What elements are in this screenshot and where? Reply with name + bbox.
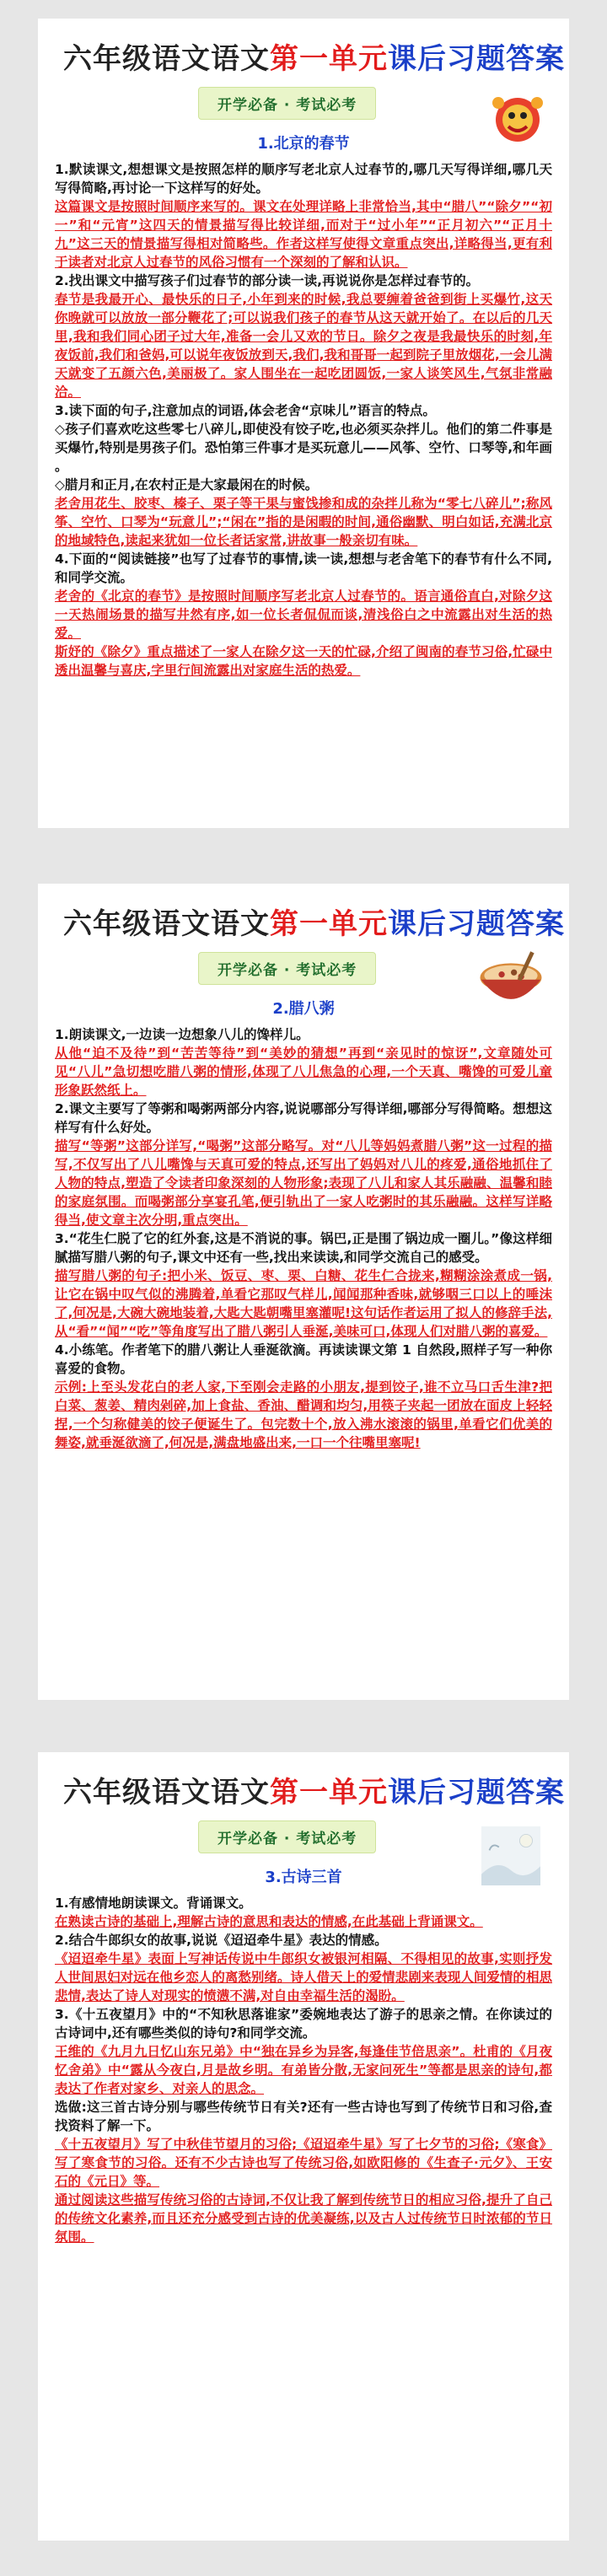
question-paragraph: 4.下面的“阅读链接”也写了过春节的事情,读一读,想想与老舍笔下的春节有什么不同,和同学交流。: [55, 551, 552, 585]
section-title: 3.古诗三首: [265, 1869, 342, 1886]
page-title: 六年级语文语文第一单元课后习题答案: [63, 42, 565, 76]
answer-paragraph: 通过阅读这些描写传统习俗的古诗词,不仅让我了解到传统节日的相应习俗,提升了自己的传统文化素养,而且还充分感受到古诗的优美凝练,以及古人过传统节日时浓郁的节日氛围。: [55, 2192, 552, 2245]
question-paragraph: 4.小练笔。作者笔下的腊八粥让人垂涎欲滴。再读读课文第 1 自然段,照样子写一种你喜爱的食物。: [55, 1342, 552, 1376]
question-paragraph: 3.“花生仁脱了它的红外套,这是不消说的事。锅巴,正是围了锅边成一圈儿。”像这样细腻描写腊八粥的句子,课文中还有一些,找出来读读,和同学交流自己的感受。: [55, 1231, 552, 1265]
answer-paragraph: 示例:上至头发花白的老人家,下至刚会走路的小朋友,提到饺子,谁不立马口舌生津?把白菜、葱姜、精肉剁碎,加上食盐、香油、醋调和均匀,用筷子夹起一团放在面皮上轻轻捏,一个匀称健美的饺子便诞生了。包完数十个,放入沸水滚滚的锅里,单看它们优美的舞姿,就垂涎欲滴了,何况是,满盘地盛出来,一口一个往嘴里塞呢!: [55, 1379, 552, 1450]
answer-paragraph: 描写“等粥”这部分详写,“喝粥”这部分略写。对“八儿等妈妈煮腊八粥”这一过程的描写,不仅写出了八儿嘴馋与天真可爱的特点,还写出了妈妈对八儿的疼爱,通俗地抓住了人物的特点,塑造了令读者印象深刻的人物形象;表现了八儿和家人其乐融融、温馨和睦的家庭氛围。而喝粥部分享宴孔笔,便引轨出了一家人吃粥时的其乐融融。这样写详略得当,使文章主次分明,重点突出。: [55, 1138, 552, 1228]
answer-paragraph: 在熟读古诗的基础上,理解古诗的意思和表达的情感,在此基础上背诵课文。: [55, 1914, 483, 1929]
question-paragraph: ◇孩子们喜欢吃这些零七八碎儿,即使没有饺子吃,也必须买杂拌儿。他们的第二件事是买爆竹,特别是男孩子们。恐怕第三件事才是买玩意儿——风筝、空竹、口琴等,和年画 。: [55, 422, 552, 474]
card-three-ancient-poems: [38, 1752, 569, 2541]
question-paragraph: 2.结合牛郎织女的故事,说说《迢迢牵牛星》表达的情感。: [55, 1933, 388, 1948]
slogan-badge: 开学必备 · 考试必考: [198, 87, 376, 120]
answer-paragraph: 斯妤的《除夕》重点描述了一家人在除夕这一天的忙碌,介绍了闽南的春节习俗,忙碌中透出温馨与喜庆,字里行间流露出对家庭生活的热爱。: [55, 644, 552, 678]
question-paragraph: 1.朗读课文,一边读一边想象八儿的馋样儿。: [55, 1027, 309, 1042]
section-title: 1.北京的春节: [257, 135, 350, 153]
question-paragraph: 2.找出课文中描写孩子们过春节的部分读一读,再说说你是怎样过春节的。: [55, 273, 480, 288]
section-title: 2.腊八粥: [272, 1000, 335, 1018]
page-title: 六年级语文语文第一单元课后习题答案: [63, 907, 565, 941]
lion-dance-icon: [486, 89, 549, 152]
answer-paragraph: 这篇课文是按照时间顺序来写的。课文在处理详略上非常恰当,其中“腊八”“除夕”“初一”和“元宵”这四天的情景描写得比较详细,而对于“过小年”“正月初六”“正月十九”这三天的情景描写得相对简略些。作者这样写使得文章重点突出,详略得当,更有利于读者对北京人过春节的风俗习惯有一个深刻的了解和认识。: [55, 199, 552, 270]
qa-content: [55, 1894, 552, 2246]
question-paragraph: ◇腊月和正月,在农村正是大家最闲在的时候。: [55, 477, 319, 492]
answer-paragraph: 《十五夜望月》写了中秋佳节望月的习俗;《迢迢牵牛星》写了七夕节的习俗;《寒食》写了寒食节的习俗。还有不少古诗也写了传统习俗,如欧阳修的《生查子·元夕》、王安石的《元日》等。: [55, 2137, 552, 2189]
card-laba-congee: [38, 884, 569, 1700]
answer-paragraph: 老舍用花生、胶枣、榛子、栗子等干果与蜜饯掺和成的杂拌儿称为“零七八碎儿”;称风筝、空竹、口琴为“玩意儿”;“闲在”指的是闲暇的时间,通俗幽默、明白如话,充满北京的地域特色,读起来犹如一位长者话家常,讲故事一般亲切有味。: [55, 496, 552, 548]
qa-content: [55, 160, 552, 680]
congee-bowl-icon: [473, 943, 549, 1019]
slogan-badge: 开学必备 · 考试必考: [198, 952, 376, 985]
page-title: 六年级语文语文第一单元课后习题答案: [63, 1776, 565, 1810]
night-scenery-icon: [465, 1826, 557, 1885]
question-paragraph: 3.《十五夜望月》中的“不知秋思落谁家”委婉地表达了游子的思亲之情。在你读过的古诗词中,还有哪些类似的诗句?和同学交流。: [55, 2007, 552, 2041]
qa-content: [55, 1025, 552, 1452]
answer-paragraph: 春节是我最开心、最快乐的日子,小年到来的时候,我总要缠着爸爸到街上买爆竹,这天你晚就可以放放一部分鞭花了;可以说我们孩子的春节从这天就开始了。在以后的几天里,我和我们同心团子过大年,准备一会儿又欢的节日。除夕之夜是我最快乐的时刻,年夜饭前,我们和爸妈,可以说年夜饭放到天,我们,我和哥哥一起到院子里放烟花,一会儿满天就变了五颜六色,美丽极了。家人围坐在一起吃团圆饭,一家人谈笑风生,气氛非常融洽。: [55, 292, 552, 400]
answer-paragraph: 老舍的《北京的春节》是按照时间顺序写老北京人过春节的。语言通俗直白,对除夕这一天热闹场景的描写井然有序,如一位长者侃侃而谈,清浅俗白之中流露出对生活的热爱。: [55, 589, 552, 641]
slogan-badge: 开学必备 · 考试必考: [198, 1820, 376, 1853]
question-paragraph: 3.读下面的句子,注意加点的词语,体会老舍“京味儿”语言的特点。: [55, 403, 436, 418]
answer-paragraph: 王维的《九月九日忆山东兄弟》中“独在异乡为异客,每逢佳节倍思亲”。杜甫的《月夜忆舍弟》中“露从今夜白,月是故乡明。有弟皆分散,无家问死生”等都是思亲的诗句,都表达了作者对家乡、对亲人的思念。: [55, 2044, 552, 2096]
answer-paragraph: 从他“迫不及待”到“苦苦等待”到“美妙的猜想”再到“亲见时的惊讶”,文章随处可见“八儿”急切想吃腊八粥的情形,体现了八儿焦急的心理,一个天真、嘴馋的可爱儿童形象跃然纸上。: [55, 1046, 552, 1098]
question-paragraph: 1.默读课文,想想课文是按照怎样的顺序写老北京人过春节的,哪几天写得详细,哪几天写得简略,再讨论一下这样写的好处。: [55, 162, 552, 196]
card-beijing-spring-festival: [38, 19, 569, 828]
answer-paragraph: 描写腊八粥的句子:把小米、饭豆、枣、栗、白糖、花生仁合拢来,糊糊涂涂煮成一锅,让它在锅中叹气似的沸腾着,单看它那叹气样儿,闻闻那种香味,就够咽三口以上的唾沫了,何况是,大碗大碗地装着,大匙大匙朝嘴里塞灌呢!这句话作者运用了拟人的修辞手法,从“看”“闻”“吃”等角度写出了腊八粥引人垂涎,美味可口,体现人们对腊八粥的喜爱。: [55, 1268, 552, 1339]
question-paragraph: 2.课文主要写了等粥和喝粥两部分内容,说说哪部分写得详细,哪部分写得简略。想想这样写有什么好处。: [55, 1101, 552, 1135]
answer-paragraph: 《迢迢牵牛星》表面上写神话传说中牛郎织女被银河相隔、不得相见的故事,实则抒发人世间思妇对远在他乡恋人的离愁别绪。诗人借天上的爱情悲剧来表现人间爱情的相思悲情,表达了诗人对现实的愤懑不满,对自由幸福生活的渴盼。: [55, 1951, 552, 2003]
question-paragraph: 选做:这三首古诗分别与哪些传统节日有关?还有一些古诗也写到了传统节日和习俗,查找资料了解一下。: [55, 2100, 552, 2133]
question-paragraph: 1.有感情地朗读课文。背诵课文。: [55, 1896, 252, 1911]
